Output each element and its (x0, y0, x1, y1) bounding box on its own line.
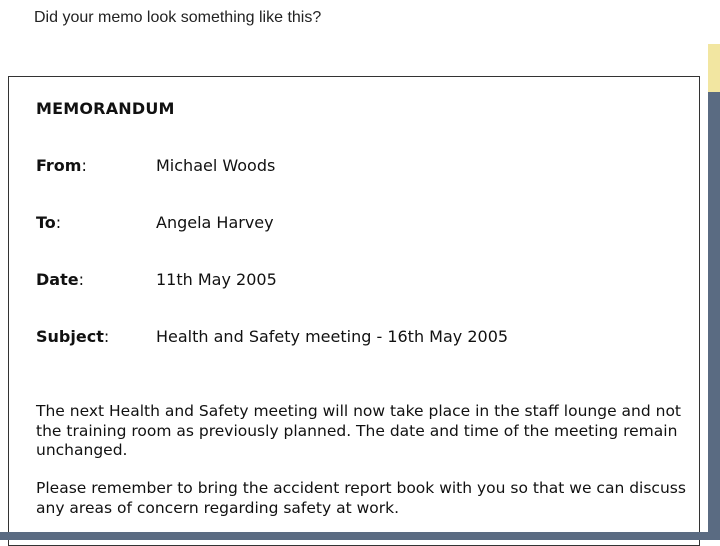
subject-label: Subject: (36, 327, 110, 346)
subject-value: Health and Safety meeting - 16th May 2005 (156, 327, 509, 346)
from-value: Michael Woods (156, 156, 276, 175)
memo-body-paragraph-2: Please remember to bring the accident report book with you so that we can discuss any areas of concern regarding safety at work. (36, 479, 686, 517)
from-label: From: (36, 156, 87, 175)
right-accent-gap (708, 0, 720, 44)
memo-body-paragraph-1: The next Health and Safety meeting will now take place in the staff lounge and not the training room as previously planned. The date and time of the meeting remain unchanged. (36, 402, 681, 459)
bottom-accent-bar (0, 532, 720, 540)
to-value: Angela Harvey (156, 213, 274, 232)
to-label: To: (36, 213, 62, 232)
memo-heading: MEMORANDUM (36, 99, 175, 118)
date-value: 11th May 2005 (156, 270, 277, 289)
right-accent-highlight (708, 44, 720, 92)
date-label: Date: (36, 270, 84, 289)
slide-question: Did your memo look something like this? (34, 9, 322, 26)
memo-box (8, 76, 700, 546)
